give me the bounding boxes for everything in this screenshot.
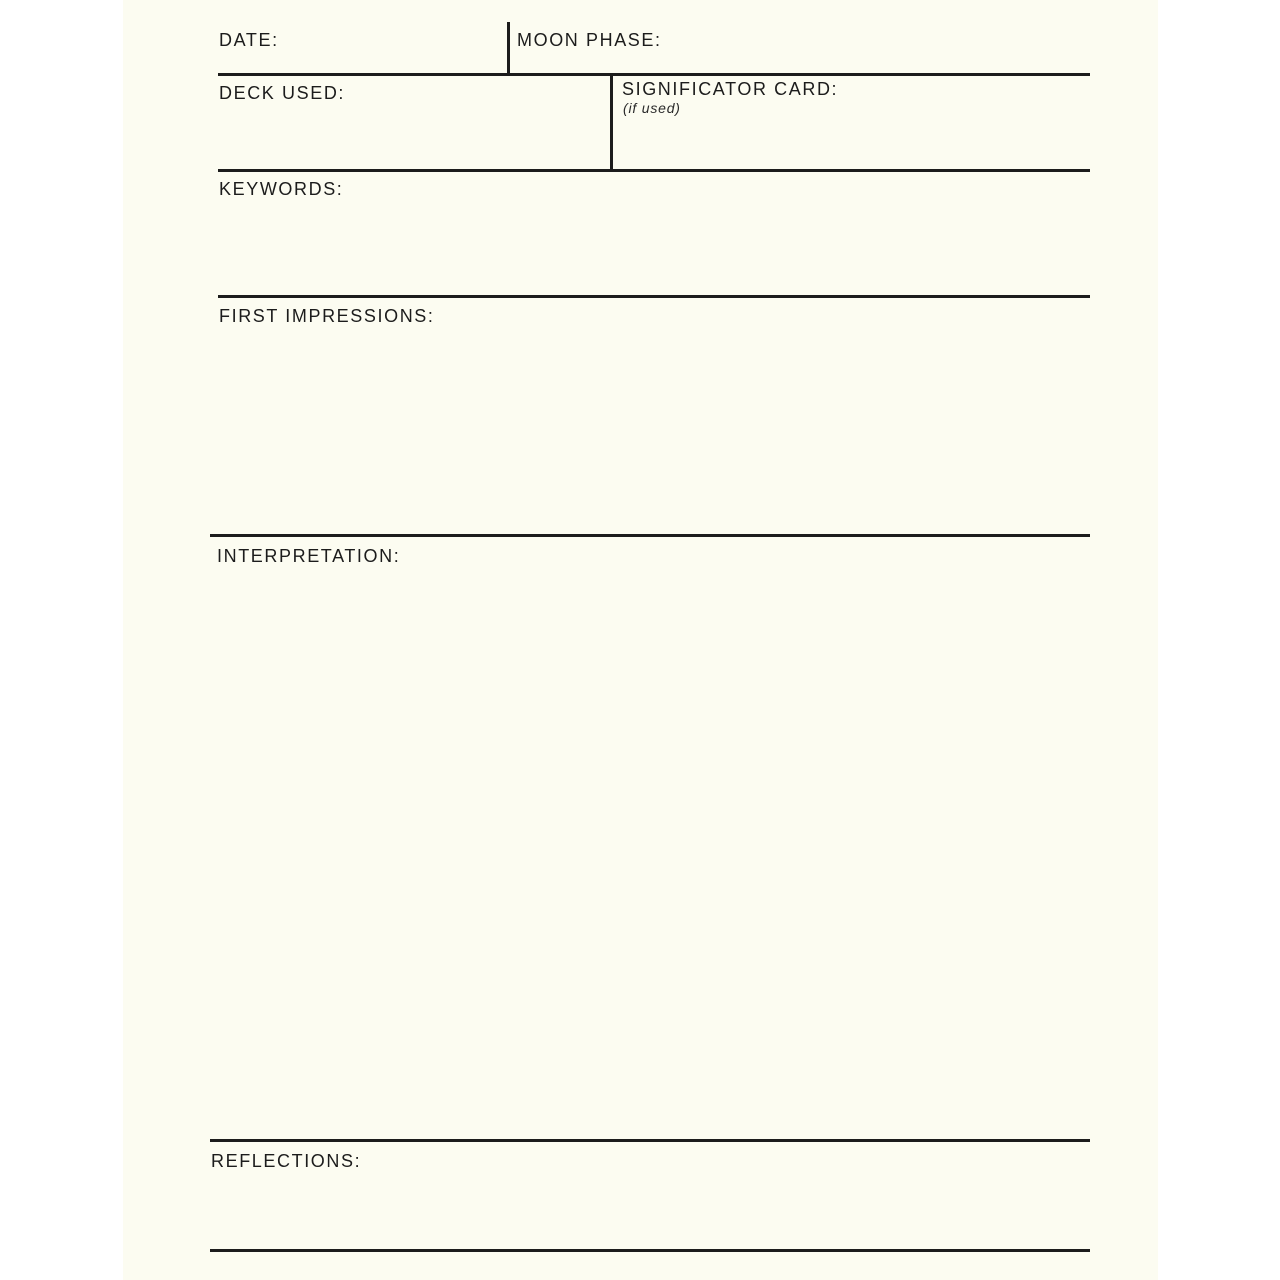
date-moon-divider — [507, 22, 510, 74]
first-impressions-label: FIRST IMPRESSIONS: — [219, 306, 435, 326]
interpretation-field[interactable] — [210, 537, 1090, 1139]
date-label: DATE: — [219, 30, 279, 50]
deck-significator-divider — [610, 73, 613, 171]
keywords-label: KEYWORDS: — [219, 179, 344, 199]
interpretation-label: INTERPRETATION: — [217, 546, 401, 566]
deck-used-label: DECK USED: — [219, 83, 346, 103]
keywords-field[interactable] — [218, 172, 1090, 295]
first-impressions-field[interactable] — [218, 298, 1090, 534]
row-divider-6 — [210, 1249, 1090, 1252]
significator-note: (if used) — [623, 100, 681, 116]
reflections-label: REFLECTIONS: — [211, 1151, 362, 1171]
significator-card-label: SIGNIFICATOR CARD: — [622, 79, 839, 99]
moon-phase-label: MOON PHASE: — [517, 30, 662, 50]
